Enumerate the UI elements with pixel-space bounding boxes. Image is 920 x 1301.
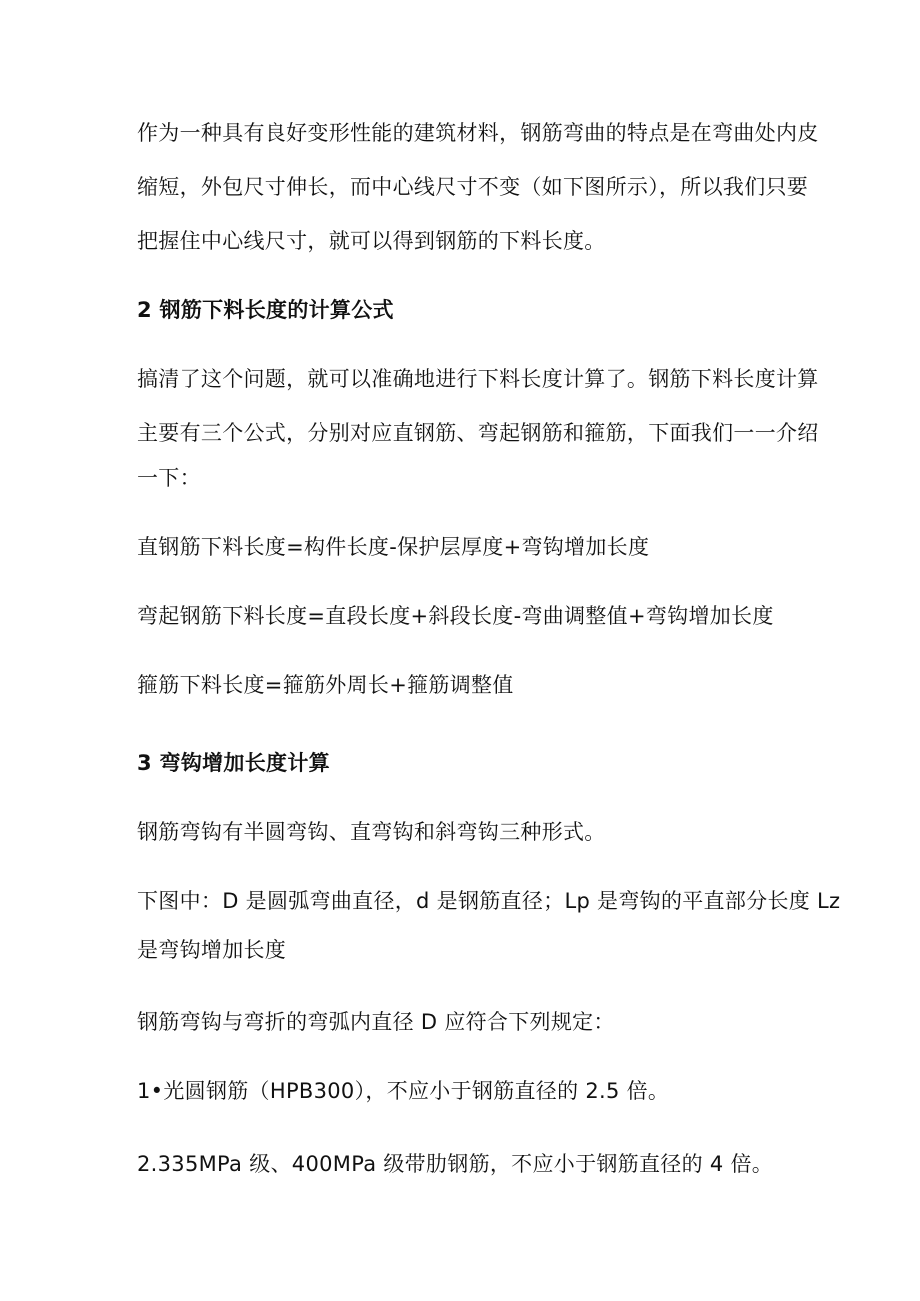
formula-bent-bar: 弯起钢筋下料长度=直段长度+斜段长度-弯曲调整值+弯钩增加长度 (137, 604, 774, 628)
rule-1: 1•光圆钢筋（HPB300），不应小于钢筋直径的 2.5 倍。 (137, 1079, 670, 1103)
intro-line-2: 缩短，外包尺寸伸长，而中心线尺寸不变（如下图所示），所以我们只要 (137, 175, 809, 199)
section-2-line-1: 搞清了这个问题，就可以准确地进行下料长度计算了。钢筋下料长度计算 (137, 367, 819, 391)
section-3-paragraph-2-line-1: 下图中：D 是圆弧弯曲直径，d 是钢筋直径；Lp 是弯钩的平直部分长度 Lz (137, 889, 841, 913)
intro-line-3: 把握住中心线尺寸，就可以得到钢筋的下料长度。 (137, 229, 606, 253)
intro-line-1: 作为一种具有良好变形性能的建筑材料，钢筋弯曲的特点是在弯曲处内皮 (137, 121, 819, 145)
section-3-paragraph-3: 钢筋弯钩与弯折的弯弧内直径 D 应符合下列规定： (137, 1010, 615, 1034)
formula-stirrup: 箍筋下料长度=箍筋外周长+箍筋调整值 (137, 673, 514, 697)
section-3-paragraph-1: 钢筋弯钩有半圆弯钩、直弯钩和斜弯钩三种形式。 (137, 820, 606, 844)
rule-2: 2.335MPa 级、400MPa 级带肋钢筋，不应小于钢筋直径的 4 倍。 (137, 1152, 774, 1176)
formula-straight-bar: 直钢筋下料长度=构件长度-保护层厚度+弯钩增加长度 (137, 535, 650, 559)
section-3-heading: 3 弯钩增加长度计算 (137, 751, 330, 775)
section-2-line-2: 主要有三个公式，分别对应直钢筋、弯起钢筋和箍筋，下面我们一一介绍 (137, 421, 819, 445)
section-3-paragraph-2-line-2: 是弯钩增加长度 (137, 938, 287, 962)
section-2-line-3: 一下： (137, 466, 201, 490)
section-2-heading: 2 钢筋下料长度的计算公式 (137, 298, 394, 322)
